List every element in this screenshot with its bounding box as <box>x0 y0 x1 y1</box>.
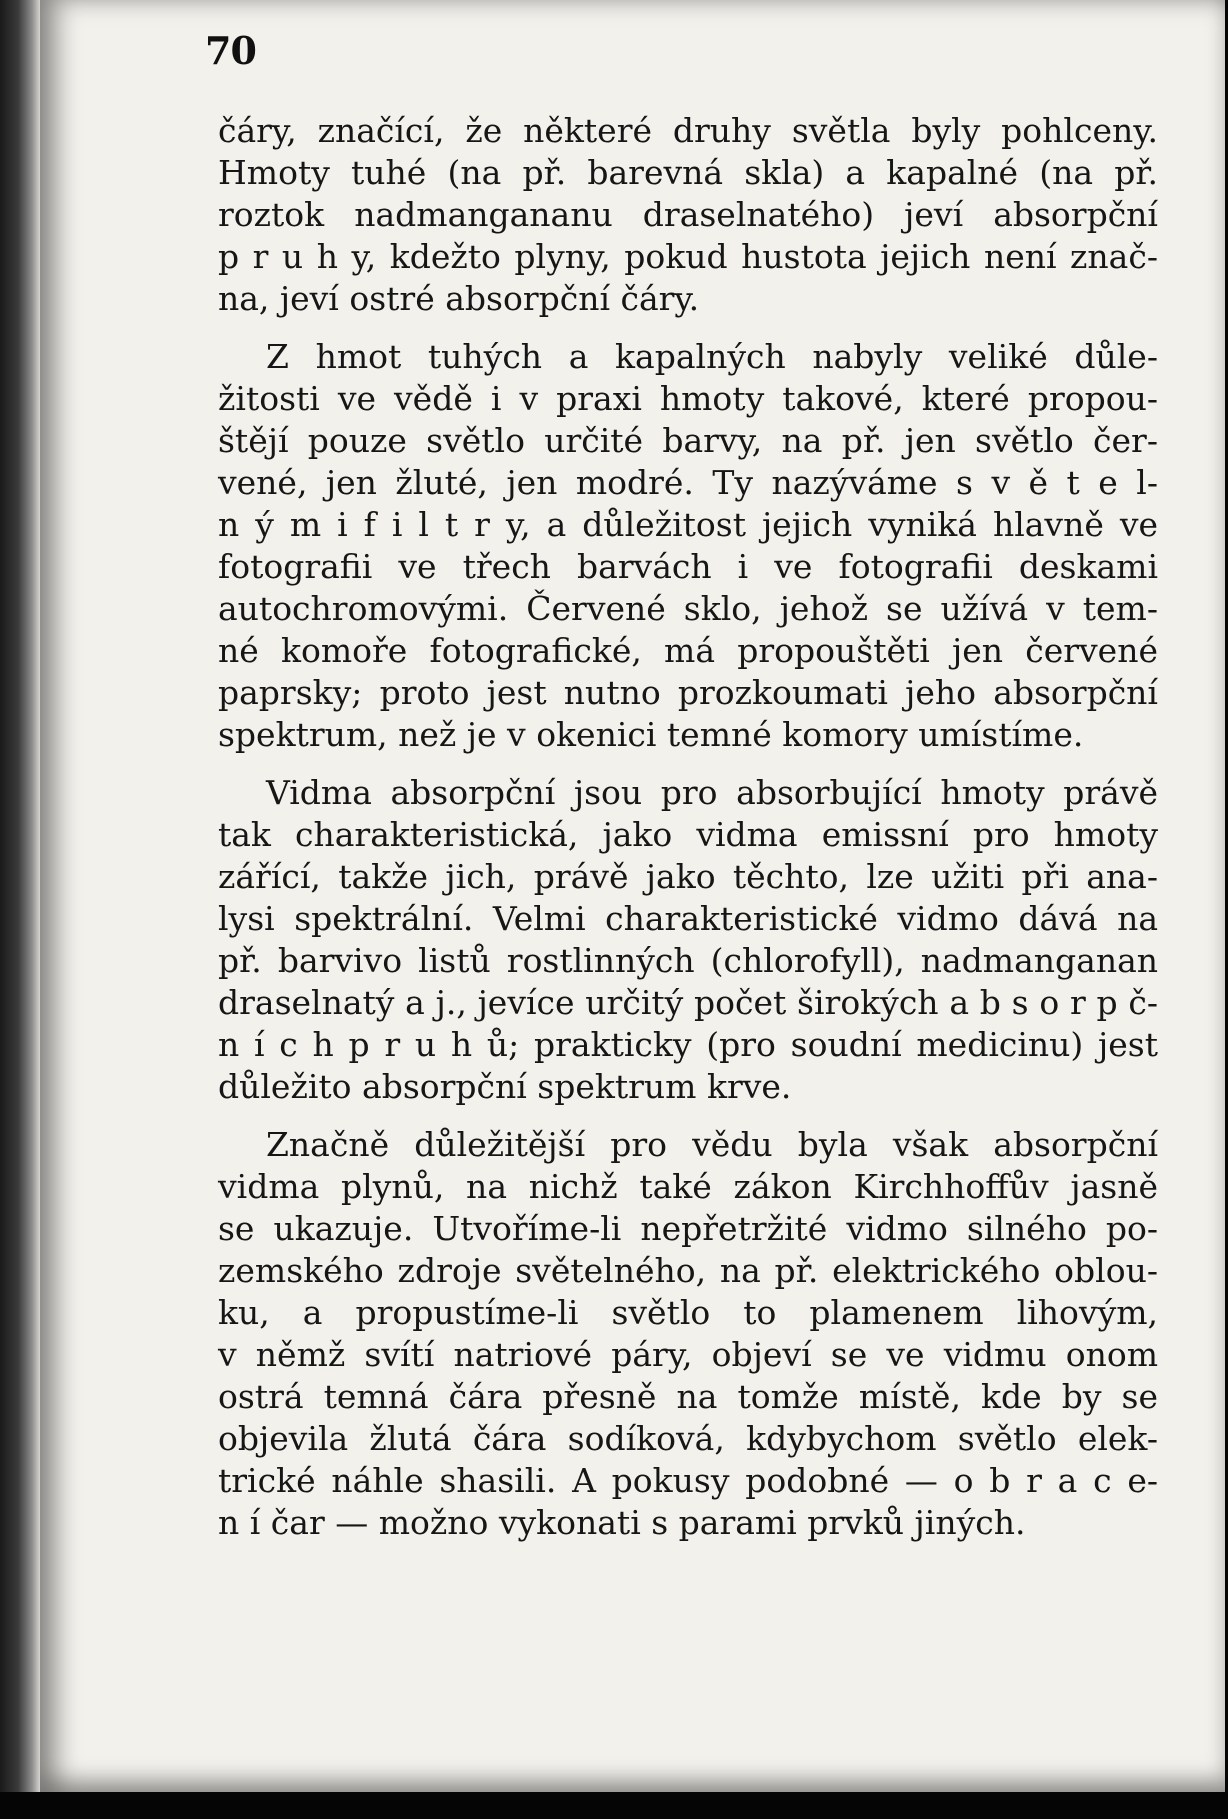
page-number: 70 <box>205 28 256 73</box>
text-line: ku, a propustíme-li světlo to plamenem lihovým, <box>218 1293 1158 1332</box>
text-line: vidma plynů, na nichž také zákon Kirchhoffův jasně <box>218 1167 1158 1206</box>
text-line: Z hmot tuhých a kapalných nabyly veliké důle- <box>266 337 1158 376</box>
text-line: né komoře fotografické, má propouštěti jen červené <box>218 631 1158 670</box>
paragraph-3 <box>218 772 1158 1108</box>
text-line: vené, jen žluté, jen modré. Ty nazýváme s v ě t e l- <box>218 463 1158 502</box>
text-line: na, jeví ostré absorpční čáry. <box>218 279 700 318</box>
text-line: objevila žlutá čára sodíková, kdybychom světlo elek- <box>218 1419 1158 1458</box>
text-line: p r u h y, kdežto plyny, pokud hustota jejich není znač- <box>218 237 1158 276</box>
text-line: n í čar — možno vykonati s parami prvků jiných. <box>218 1503 1026 1542</box>
page-text <box>218 110 1158 1560</box>
text-line: n ý m i f i l t r y, a důležitost jejich vyniká hlavně ve <box>218 505 1158 544</box>
text-line: fotografii ve třech barvách i ve fotografii deskami <box>218 547 1158 586</box>
text-line: tak charakteristická, jako vidma emissní pro hmoty <box>218 815 1158 854</box>
text-line: v němž svítí natriové páry, objeví se ve vidmu onom <box>218 1335 1158 1374</box>
text-line: zářící, takže jich, právě jako těchto, lze užiti při ana- <box>218 857 1158 896</box>
text-line: spektrum, než je v okenici temné komory umístíme. <box>218 715 1084 754</box>
text-line: lysi spektrální. Velmi charakteristické vidmo dává na <box>218 899 1158 938</box>
text-line: draselnatý a j., jevíce určitý počet širokých a b s o r p č- <box>218 983 1158 1022</box>
text-line: Vidma absorpční jsou pro absorbující hmoty právě <box>266 773 1158 812</box>
text-line: ostrá temná čára přesně na tomže místě, kde by se <box>218 1377 1158 1416</box>
text-line: Značně důležitější pro vědu byla však absorpční <box>266 1125 1158 1164</box>
text-line: zemského zdroje světelného, na př. elektrického oblou- <box>218 1251 1158 1290</box>
text-line: paprsky; proto jest nutno prozkoumati jeho absorpční <box>218 673 1158 712</box>
paragraph-1 <box>218 110 1158 320</box>
text-line: čáry, značící, že některé druhy světla byly pohlceny. <box>218 111 1158 150</box>
text-line: štějí pouze světlo určité barvy, na př. jen světlo čer- <box>218 421 1158 460</box>
text-line: žitosti ve vědě i v praxi hmoty takové, které propou- <box>218 379 1158 418</box>
text-line: Hmoty tuhé (na př. barevná skla) a kapalné (na př. <box>218 153 1158 192</box>
text-line: n í c h p r u h ů; prakticky (pro soudní medicinu) jest <box>218 1025 1158 1064</box>
text-line: roztok nadmangananu draselnatého) jeví absorpční <box>218 195 1158 234</box>
text-line: se ukazuje. Utvoříme-li nepřetržité vidmo silného po- <box>218 1209 1158 1248</box>
text-line: důležito absorpční spektrum krve. <box>218 1067 792 1106</box>
text-line: autochromovými. Červené sklo, jehož se užívá v tem- <box>218 589 1158 628</box>
book-binding <box>0 0 40 1792</box>
paragraph-4 <box>218 1124 1158 1544</box>
text-line: trické náhle shasili. A pokusy podobné — o b r a c e- <box>218 1461 1158 1500</box>
text-line: př. barvivo listů rostlinných (chlorofyll), nadmanganan <box>218 941 1158 980</box>
paragraph-2 <box>218 336 1158 756</box>
